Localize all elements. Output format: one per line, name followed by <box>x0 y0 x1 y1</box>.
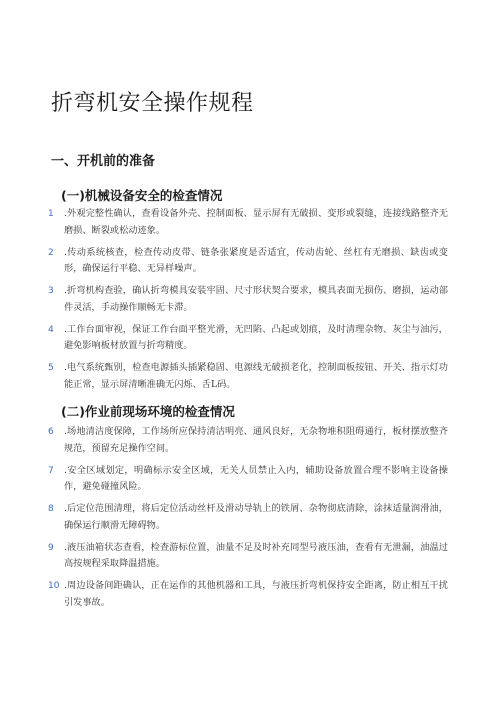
item-number: 3 <box>48 286 54 296</box>
subsection-heading-site-check: (二)作业前现场环境的检查情况 <box>61 404 235 419</box>
section-heading-preparation: 一、开机前的准备 <box>51 154 156 169</box>
item-text: .折弯机构查验，确认折弯模具安装牢固、尺寸形状契合要求，模具表面无损伤、磨损，运动部件灵活，手动操作顺畅无卡滞。 <box>64 285 448 313</box>
subsection-heading-machine-check: (一)机械设备安全的检查情况 <box>61 188 223 203</box>
list-item <box>48 463 448 496</box>
item-number: 2 <box>48 247 54 258</box>
list-item <box>48 206 448 239</box>
item-text: .电气系统甄别，检查电源插头插紧稳固、电源线无破损老化，控制面板按钮、开关、指示灯功能正常，显示屏清晰准确无闪烁、舌L码。 <box>64 362 448 390</box>
list-item <box>48 283 448 316</box>
list-item <box>48 501 448 534</box>
item-number: 5 <box>48 363 54 373</box>
item-number: 8 <box>48 504 54 514</box>
item-number: 6 <box>48 427 54 437</box>
item-number: 1 <box>48 209 54 219</box>
item-text: .传动系统核查，检查传动皮带、链条张紧度是否适宜，传动齿轮、丝杠有无磨损、缺齿或变形，确保运行平稳、无异样噪声。 <box>64 246 448 274</box>
list-item <box>48 540 448 573</box>
list-item <box>48 360 448 393</box>
list-item <box>48 578 448 611</box>
machine-check-list <box>48 206 448 399</box>
item-text: .场地清洁度保障，工作场所应保持清洁明亮、通风良好，无杂物堆积阻碍通行，板材摆放整齐规范，预留充足操作空间。 <box>64 426 448 454</box>
item-text: .安全区域划定，明确标示安全区域，无关人员禁止入内，辅助设备放置合理不影响主设备操作，避免碰撞风险。 <box>64 464 448 492</box>
list-item <box>48 424 448 457</box>
item-number: 9 <box>48 542 54 553</box>
list-item <box>48 245 448 278</box>
item-text: .工作台面审视，保证工作台面平整光滑，无凹陷、凸起或划痕，及时清理杂物、灰尘与油污，避免影响板材放置与折弯精度。 <box>64 323 448 351</box>
item-number: 7 <box>48 465 54 476</box>
item-number: 4 <box>48 324 54 335</box>
item-number: 10 <box>48 581 60 591</box>
item-text: .液压油箱状态查看，检查游标位置，油量不足及时补充同型号液压油，查看有无泄漏，油温过高按规程采取降温措施。 <box>64 541 448 569</box>
item-text: .后定位范围清理，将后定位活动丝杆及滑动导轨上的铁屑、杂物彻底清除，涂抹适量润滑油，确保运行顺滑无障碍物。 <box>64 503 448 531</box>
item-text: .外观完整性确认，查看设备外壳、控制面板、显示屏有无破损、变形或裂缝，连接线路整齐无磨损、断裂或松动迹象。 <box>64 208 448 236</box>
item-text: .周边设备间距确认，正在运作的其他机器和工具，与液压折弯机保持安全距离，防止相互干扰引发事故。 <box>64 580 448 608</box>
page-title: 折弯机安全操作规程 <box>51 91 254 116</box>
site-check-list <box>48 424 448 617</box>
list-item <box>48 322 448 355</box>
